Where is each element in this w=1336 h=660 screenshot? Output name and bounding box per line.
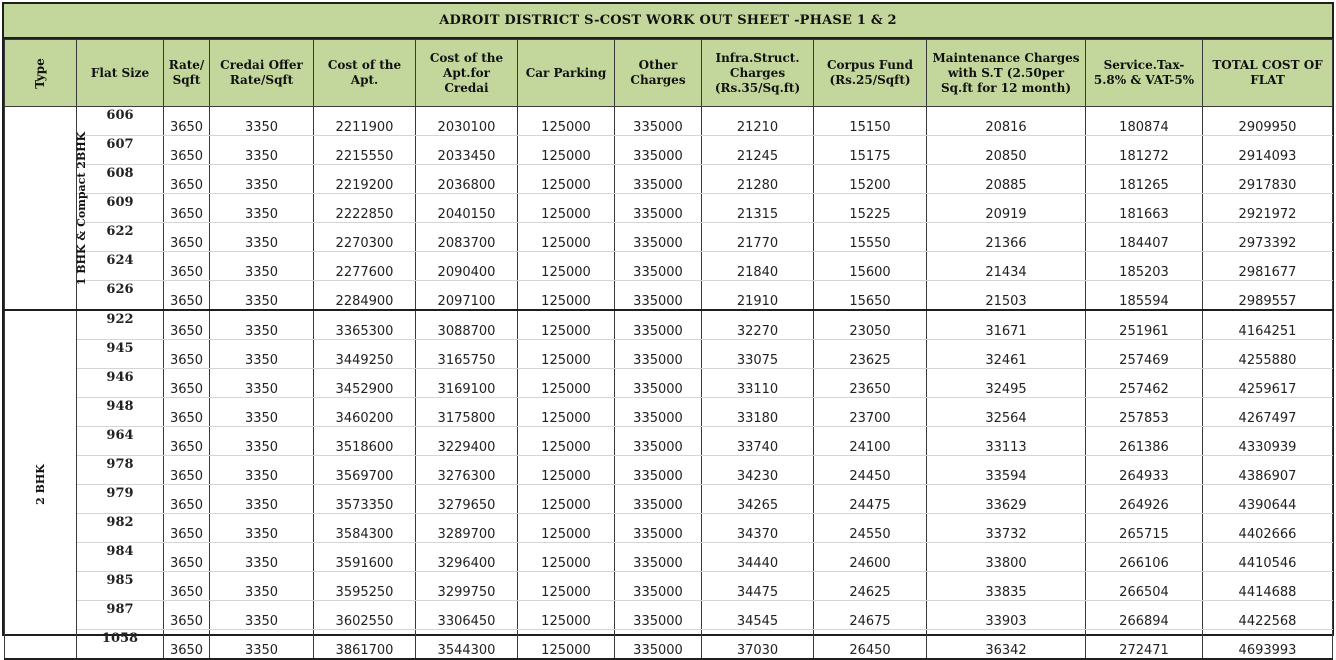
table-row xyxy=(5,572,1333,601)
cost-credai-cell: 3296400 xyxy=(416,543,518,572)
table-row xyxy=(5,485,1333,514)
other-charges-cell: 335000 xyxy=(615,514,702,543)
flat-size-cell: 624 xyxy=(77,252,164,281)
flat-size-cell: 609 xyxy=(77,194,164,223)
service-tax-cell: 181272 xyxy=(1086,136,1203,165)
infra-charges-cell: 34230 xyxy=(702,456,814,485)
cost-apt-cell: 3449250 xyxy=(314,340,416,369)
cost-credai-cell: 2083700 xyxy=(416,223,518,252)
infra-charges-cell: 33740 xyxy=(702,427,814,456)
corpus-fund-cell: 15150 xyxy=(814,107,927,136)
cost-credai-cell: 3229400 xyxy=(416,427,518,456)
table-row xyxy=(5,369,1333,398)
cost-apt-cell: 2219200 xyxy=(314,165,416,194)
credai-rate-cell: 3350 xyxy=(210,194,314,223)
rate-cell: 3650 xyxy=(164,398,210,427)
total-cost-cell: 2921972 xyxy=(1203,194,1333,223)
car-parking-cell: 125000 xyxy=(518,398,615,427)
credai-rate-cell: 3350 xyxy=(210,427,314,456)
rate-cell: 3650 xyxy=(164,630,210,660)
corpus-fund-cell: 15175 xyxy=(814,136,927,165)
flat-size-cell: 948 xyxy=(77,398,164,427)
corpus-fund-cell: 15550 xyxy=(814,223,927,252)
header-cost-credai: Cost of the Apt.for Credai xyxy=(416,40,518,107)
infra-charges-cell: 34440 xyxy=(702,543,814,572)
credai-rate-cell: 3350 xyxy=(210,369,314,398)
service-tax-cell: 266504 xyxy=(1086,572,1203,601)
rate-cell: 3650 xyxy=(164,369,210,398)
credai-rate-cell: 3350 xyxy=(210,252,314,281)
maintenance-cell: 33629 xyxy=(927,485,1086,514)
other-charges-cell: 335000 xyxy=(615,601,702,630)
rate-cell: 3650 xyxy=(164,223,210,252)
type-label: 2 BHK xyxy=(33,464,47,505)
cost-apt-cell: 3518600 xyxy=(314,427,416,456)
flat-size-cell: 1058 xyxy=(77,630,164,660)
header-row xyxy=(5,40,1333,107)
rate-cell: 3650 xyxy=(164,107,210,136)
rate-cell: 3650 xyxy=(164,165,210,194)
total-cost-cell: 4259617 xyxy=(1203,369,1333,398)
credai-rate-cell: 3350 xyxy=(210,514,314,543)
corpus-fund-cell: 15650 xyxy=(814,281,927,311)
cost-sheet xyxy=(2,2,1334,658)
maintenance-cell: 36342 xyxy=(927,630,1086,660)
cost-apt-cell: 2222850 xyxy=(314,194,416,223)
total-cost-cell: 4386907 xyxy=(1203,456,1333,485)
table-row xyxy=(5,543,1333,572)
car-parking-cell: 125000 xyxy=(518,165,615,194)
total-cost-cell: 4267497 xyxy=(1203,398,1333,427)
credai-rate-cell: 3350 xyxy=(210,107,314,136)
cost-apt-cell: 3452900 xyxy=(314,369,416,398)
rate-cell: 3650 xyxy=(164,136,210,165)
cost-credai-cell: 2030100 xyxy=(416,107,518,136)
other-charges-cell: 335000 xyxy=(615,572,702,601)
total-cost-cell: 2973392 xyxy=(1203,223,1333,252)
type-cell xyxy=(5,310,77,659)
table-row xyxy=(5,165,1333,194)
maintenance-cell: 32564 xyxy=(927,398,1086,427)
cost-apt-cell: 3591600 xyxy=(314,543,416,572)
table-row xyxy=(5,281,1333,311)
rate-cell: 3650 xyxy=(164,194,210,223)
total-cost-cell: 4693993 xyxy=(1203,630,1333,660)
service-tax-cell: 257853 xyxy=(1086,398,1203,427)
cost-apt-cell: 3569700 xyxy=(314,456,416,485)
table-body xyxy=(5,107,1333,660)
maintenance-cell: 33732 xyxy=(927,514,1086,543)
cost-credai-cell: 2036800 xyxy=(416,165,518,194)
table-row xyxy=(5,601,1333,630)
car-parking-cell: 125000 xyxy=(518,340,615,369)
infra-charges-cell: 21245 xyxy=(702,136,814,165)
header-rate: Rate/ Sqft xyxy=(164,40,210,107)
service-tax-cell: 185594 xyxy=(1086,281,1203,311)
flat-size-cell: 622 xyxy=(77,223,164,252)
maintenance-cell: 33835 xyxy=(927,572,1086,601)
flat-size-cell: 946 xyxy=(77,369,164,398)
maintenance-cell: 32461 xyxy=(927,340,1086,369)
infra-charges-cell: 33110 xyxy=(702,369,814,398)
table-row xyxy=(5,223,1333,252)
flat-size-cell: 608 xyxy=(77,165,164,194)
table-row xyxy=(5,398,1333,427)
infra-charges-cell: 34265 xyxy=(702,485,814,514)
infra-charges-cell: 21910 xyxy=(702,281,814,311)
other-charges-cell: 335000 xyxy=(615,485,702,514)
car-parking-cell: 125000 xyxy=(518,456,615,485)
maintenance-cell: 20919 xyxy=(927,194,1086,223)
cost-apt-cell: 3602550 xyxy=(314,601,416,630)
car-parking-cell: 125000 xyxy=(518,281,615,311)
cost-credai-cell: 3276300 xyxy=(416,456,518,485)
corpus-fund-cell: 24475 xyxy=(814,485,927,514)
other-charges-cell: 335000 xyxy=(615,136,702,165)
service-tax-cell: 251961 xyxy=(1086,310,1203,340)
other-charges-cell: 335000 xyxy=(615,369,702,398)
header-type: Type xyxy=(5,40,77,107)
infra-charges-cell: 21210 xyxy=(702,107,814,136)
flat-size-cell: 922 xyxy=(77,310,164,340)
sheet-title: ADROIT DISTRICT S-COST WORK OUT SHEET -PHASE 1 & 2 xyxy=(4,4,1332,39)
credai-rate-cell: 3350 xyxy=(210,281,314,311)
cost-apt-cell: 3460200 xyxy=(314,398,416,427)
car-parking-cell: 125000 xyxy=(518,252,615,281)
other-charges-cell: 335000 xyxy=(615,630,702,660)
rate-cell: 3650 xyxy=(164,310,210,340)
cost-apt-cell: 3861700 xyxy=(314,630,416,660)
maintenance-cell: 33113 xyxy=(927,427,1086,456)
table-row xyxy=(5,194,1333,223)
rate-cell: 3650 xyxy=(164,543,210,572)
car-parking-cell: 125000 xyxy=(518,601,615,630)
infra-charges-cell: 34545 xyxy=(702,601,814,630)
header-cost-apt: Cost of the Apt. xyxy=(314,40,416,107)
rate-cell: 3650 xyxy=(164,252,210,281)
service-tax-cell: 185203 xyxy=(1086,252,1203,281)
corpus-fund-cell: 24450 xyxy=(814,456,927,485)
type-cell xyxy=(5,107,89,311)
car-parking-cell: 125000 xyxy=(518,107,615,136)
table-row xyxy=(5,630,1333,660)
table-row xyxy=(5,107,1333,136)
rate-cell: 3650 xyxy=(164,514,210,543)
total-cost-cell: 4164251 xyxy=(1203,310,1333,340)
header-car-parking: Car Parking xyxy=(518,40,615,107)
cost-apt-cell: 2277600 xyxy=(314,252,416,281)
cost-apt-cell: 3595250 xyxy=(314,572,416,601)
corpus-fund-cell: 23050 xyxy=(814,310,927,340)
total-cost-cell: 4414688 xyxy=(1203,572,1333,601)
other-charges-cell: 335000 xyxy=(615,456,702,485)
infra-charges-cell: 21315 xyxy=(702,194,814,223)
type-label: 1 BHK & Compact 2BHK xyxy=(75,131,89,285)
table-row xyxy=(5,340,1333,369)
car-parking-cell: 125000 xyxy=(518,543,615,572)
infra-charges-cell: 33075 xyxy=(702,340,814,369)
infra-charges-cell: 33180 xyxy=(702,398,814,427)
total-cost-cell: 2917830 xyxy=(1203,165,1333,194)
car-parking-cell: 125000 xyxy=(518,136,615,165)
table-row xyxy=(5,252,1333,281)
cost-credai-cell: 3289700 xyxy=(416,514,518,543)
corpus-fund-cell: 24100 xyxy=(814,427,927,456)
corpus-fund-cell: 24600 xyxy=(814,543,927,572)
total-cost-cell: 4422568 xyxy=(1203,601,1333,630)
flat-size-cell: 964 xyxy=(77,427,164,456)
table-row xyxy=(5,514,1333,543)
total-cost-cell: 4330939 xyxy=(1203,427,1333,456)
credai-rate-cell: 3350 xyxy=(210,136,314,165)
other-charges-cell: 335000 xyxy=(615,310,702,340)
table-row xyxy=(5,136,1333,165)
credai-rate-cell: 3350 xyxy=(210,340,314,369)
service-tax-cell: 261386 xyxy=(1086,427,1203,456)
total-cost-cell: 4390644 xyxy=(1203,485,1333,514)
cost-apt-cell: 2284900 xyxy=(314,281,416,311)
corpus-fund-cell: 15225 xyxy=(814,194,927,223)
infra-charges-cell: 21840 xyxy=(702,252,814,281)
cost-credai-cell: 2040150 xyxy=(416,194,518,223)
service-tax-cell: 266894 xyxy=(1086,601,1203,630)
cost-credai-cell: 3088700 xyxy=(416,310,518,340)
credai-rate-cell: 3350 xyxy=(210,630,314,660)
table-row xyxy=(5,427,1333,456)
rate-cell: 3650 xyxy=(164,485,210,514)
other-charges-cell: 335000 xyxy=(615,340,702,369)
total-cost-cell: 2989557 xyxy=(1203,281,1333,311)
infra-charges-cell: 32270 xyxy=(702,310,814,340)
maintenance-cell: 33903 xyxy=(927,601,1086,630)
other-charges-cell: 335000 xyxy=(615,223,702,252)
cost-credai-cell: 3169100 xyxy=(416,369,518,398)
flat-size-cell: 626 xyxy=(77,281,164,311)
service-tax-cell: 184407 xyxy=(1086,223,1203,252)
other-charges-cell: 335000 xyxy=(615,194,702,223)
maintenance-cell: 21434 xyxy=(927,252,1086,281)
cost-table xyxy=(4,39,1333,660)
flat-size-cell: 984 xyxy=(77,543,164,572)
service-tax-cell: 266106 xyxy=(1086,543,1203,572)
maintenance-cell: 21503 xyxy=(927,281,1086,311)
flat-size-cell: 606 xyxy=(77,107,164,136)
corpus-fund-cell: 26450 xyxy=(814,630,927,660)
infra-charges-cell: 34370 xyxy=(702,514,814,543)
other-charges-cell: 335000 xyxy=(615,107,702,136)
total-cost-cell: 4410546 xyxy=(1203,543,1333,572)
cost-apt-cell: 2215550 xyxy=(314,136,416,165)
flat-size-cell: 979 xyxy=(77,485,164,514)
total-cost-cell: 2981677 xyxy=(1203,252,1333,281)
total-cost-cell: 4402666 xyxy=(1203,514,1333,543)
rate-cell: 3650 xyxy=(164,281,210,311)
header-flat-size: Flat Size xyxy=(77,40,164,107)
credai-rate-cell: 3350 xyxy=(210,223,314,252)
credai-rate-cell: 3350 xyxy=(210,485,314,514)
corpus-fund-cell: 23625 xyxy=(814,340,927,369)
credai-rate-cell: 3350 xyxy=(210,601,314,630)
other-charges-cell: 335000 xyxy=(615,281,702,311)
rate-cell: 3650 xyxy=(164,572,210,601)
total-cost-cell: 2909950 xyxy=(1203,107,1333,136)
service-tax-cell: 257462 xyxy=(1086,369,1203,398)
header-service-tax: Service.Tax- 5.8% & VAT-5% xyxy=(1086,40,1203,107)
car-parking-cell: 125000 xyxy=(518,310,615,340)
corpus-fund-cell: 24550 xyxy=(814,514,927,543)
service-tax-cell: 181663 xyxy=(1086,194,1203,223)
rate-cell: 3650 xyxy=(164,340,210,369)
maintenance-cell: 33594 xyxy=(927,456,1086,485)
rate-cell: 3650 xyxy=(164,427,210,456)
service-tax-cell: 264933 xyxy=(1086,456,1203,485)
cost-apt-cell: 2211900 xyxy=(314,107,416,136)
other-charges-cell: 335000 xyxy=(615,252,702,281)
other-charges-cell: 335000 xyxy=(615,165,702,194)
corpus-fund-cell: 23650 xyxy=(814,369,927,398)
car-parking-cell: 125000 xyxy=(518,194,615,223)
flat-size-cell: 985 xyxy=(77,572,164,601)
corpus-fund-cell: 15600 xyxy=(814,252,927,281)
flat-size-cell: 982 xyxy=(77,514,164,543)
header-total-cost: TOTAL COST OF FLAT xyxy=(1203,40,1333,107)
flat-size-cell: 607 xyxy=(77,136,164,165)
service-tax-cell: 180874 xyxy=(1086,107,1203,136)
cost-credai-cell: 2033450 xyxy=(416,136,518,165)
cost-credai-cell: 2090400 xyxy=(416,252,518,281)
total-cost-cell: 4255880 xyxy=(1203,340,1333,369)
car-parking-cell: 125000 xyxy=(518,485,615,514)
cost-credai-cell: 3175800 xyxy=(416,398,518,427)
credai-rate-cell: 3350 xyxy=(210,398,314,427)
credai-rate-cell: 3350 xyxy=(210,572,314,601)
car-parking-cell: 125000 xyxy=(518,572,615,601)
corpus-fund-cell: 24625 xyxy=(814,572,927,601)
cost-credai-cell: 2097100 xyxy=(416,281,518,311)
cost-credai-cell: 3306450 xyxy=(416,601,518,630)
maintenance-cell: 20850 xyxy=(927,136,1086,165)
flat-size-cell: 987 xyxy=(77,601,164,630)
credai-rate-cell: 3350 xyxy=(210,543,314,572)
other-charges-cell: 335000 xyxy=(615,427,702,456)
infra-charges-cell: 21280 xyxy=(702,165,814,194)
maintenance-cell: 20816 xyxy=(927,107,1086,136)
flat-size-cell: 978 xyxy=(77,456,164,485)
cost-apt-cell: 3573350 xyxy=(314,485,416,514)
corpus-fund-cell: 15200 xyxy=(814,165,927,194)
car-parking-cell: 125000 xyxy=(518,369,615,398)
maintenance-cell: 21366 xyxy=(927,223,1086,252)
cost-credai-cell: 3279650 xyxy=(416,485,518,514)
maintenance-cell: 31671 xyxy=(927,310,1086,340)
other-charges-cell: 335000 xyxy=(615,398,702,427)
maintenance-cell: 33800 xyxy=(927,543,1086,572)
service-tax-cell: 257469 xyxy=(1086,340,1203,369)
cost-apt-cell: 3365300 xyxy=(314,310,416,340)
other-charges-cell: 335000 xyxy=(615,543,702,572)
credai-rate-cell: 3350 xyxy=(210,165,314,194)
car-parking-cell: 125000 xyxy=(518,427,615,456)
service-tax-cell: 264926 xyxy=(1086,485,1203,514)
maintenance-cell: 20885 xyxy=(927,165,1086,194)
table-row xyxy=(5,456,1333,485)
header-other-charges: Other Charges xyxy=(615,40,702,107)
header-credai-rate: Credai Offer Rate/Sqft xyxy=(210,40,314,107)
cost-credai-cell: 3299750 xyxy=(416,572,518,601)
cost-apt-cell: 3584300 xyxy=(314,514,416,543)
infra-charges-cell: 37030 xyxy=(702,630,814,660)
corpus-fund-cell: 23700 xyxy=(814,398,927,427)
header-maintenance: Maintenance Charges with S.T (2.50per Sq.ft for 12 month) xyxy=(927,40,1086,107)
flat-size-cell: 945 xyxy=(77,340,164,369)
car-parking-cell: 125000 xyxy=(518,630,615,660)
rate-cell: 3650 xyxy=(164,456,210,485)
maintenance-cell: 32495 xyxy=(927,369,1086,398)
infra-charges-cell: 21770 xyxy=(702,223,814,252)
credai-rate-cell: 3350 xyxy=(210,456,314,485)
service-tax-cell: 272471 xyxy=(1086,630,1203,660)
total-cost-cell: 2914093 xyxy=(1203,136,1333,165)
cost-credai-cell: 3544300 xyxy=(416,630,518,660)
cost-apt-cell: 2270300 xyxy=(314,223,416,252)
car-parking-cell: 125000 xyxy=(518,223,615,252)
service-tax-cell: 181265 xyxy=(1086,165,1203,194)
cost-credai-cell: 3165750 xyxy=(416,340,518,369)
infra-charges-cell: 34475 xyxy=(702,572,814,601)
car-parking-cell: 125000 xyxy=(518,514,615,543)
table-row xyxy=(5,310,1333,340)
credai-rate-cell: 3350 xyxy=(210,310,314,340)
corpus-fund-cell: 24675 xyxy=(814,601,927,630)
header-corpus-fund: Corpus Fund (Rs.25/Sqft) xyxy=(814,40,927,107)
service-tax-cell: 265715 xyxy=(1086,514,1203,543)
rate-cell: 3650 xyxy=(164,601,210,630)
header-infra-charges: Infra.Struct. Charges (Rs.35/Sq.ft) xyxy=(702,40,814,107)
